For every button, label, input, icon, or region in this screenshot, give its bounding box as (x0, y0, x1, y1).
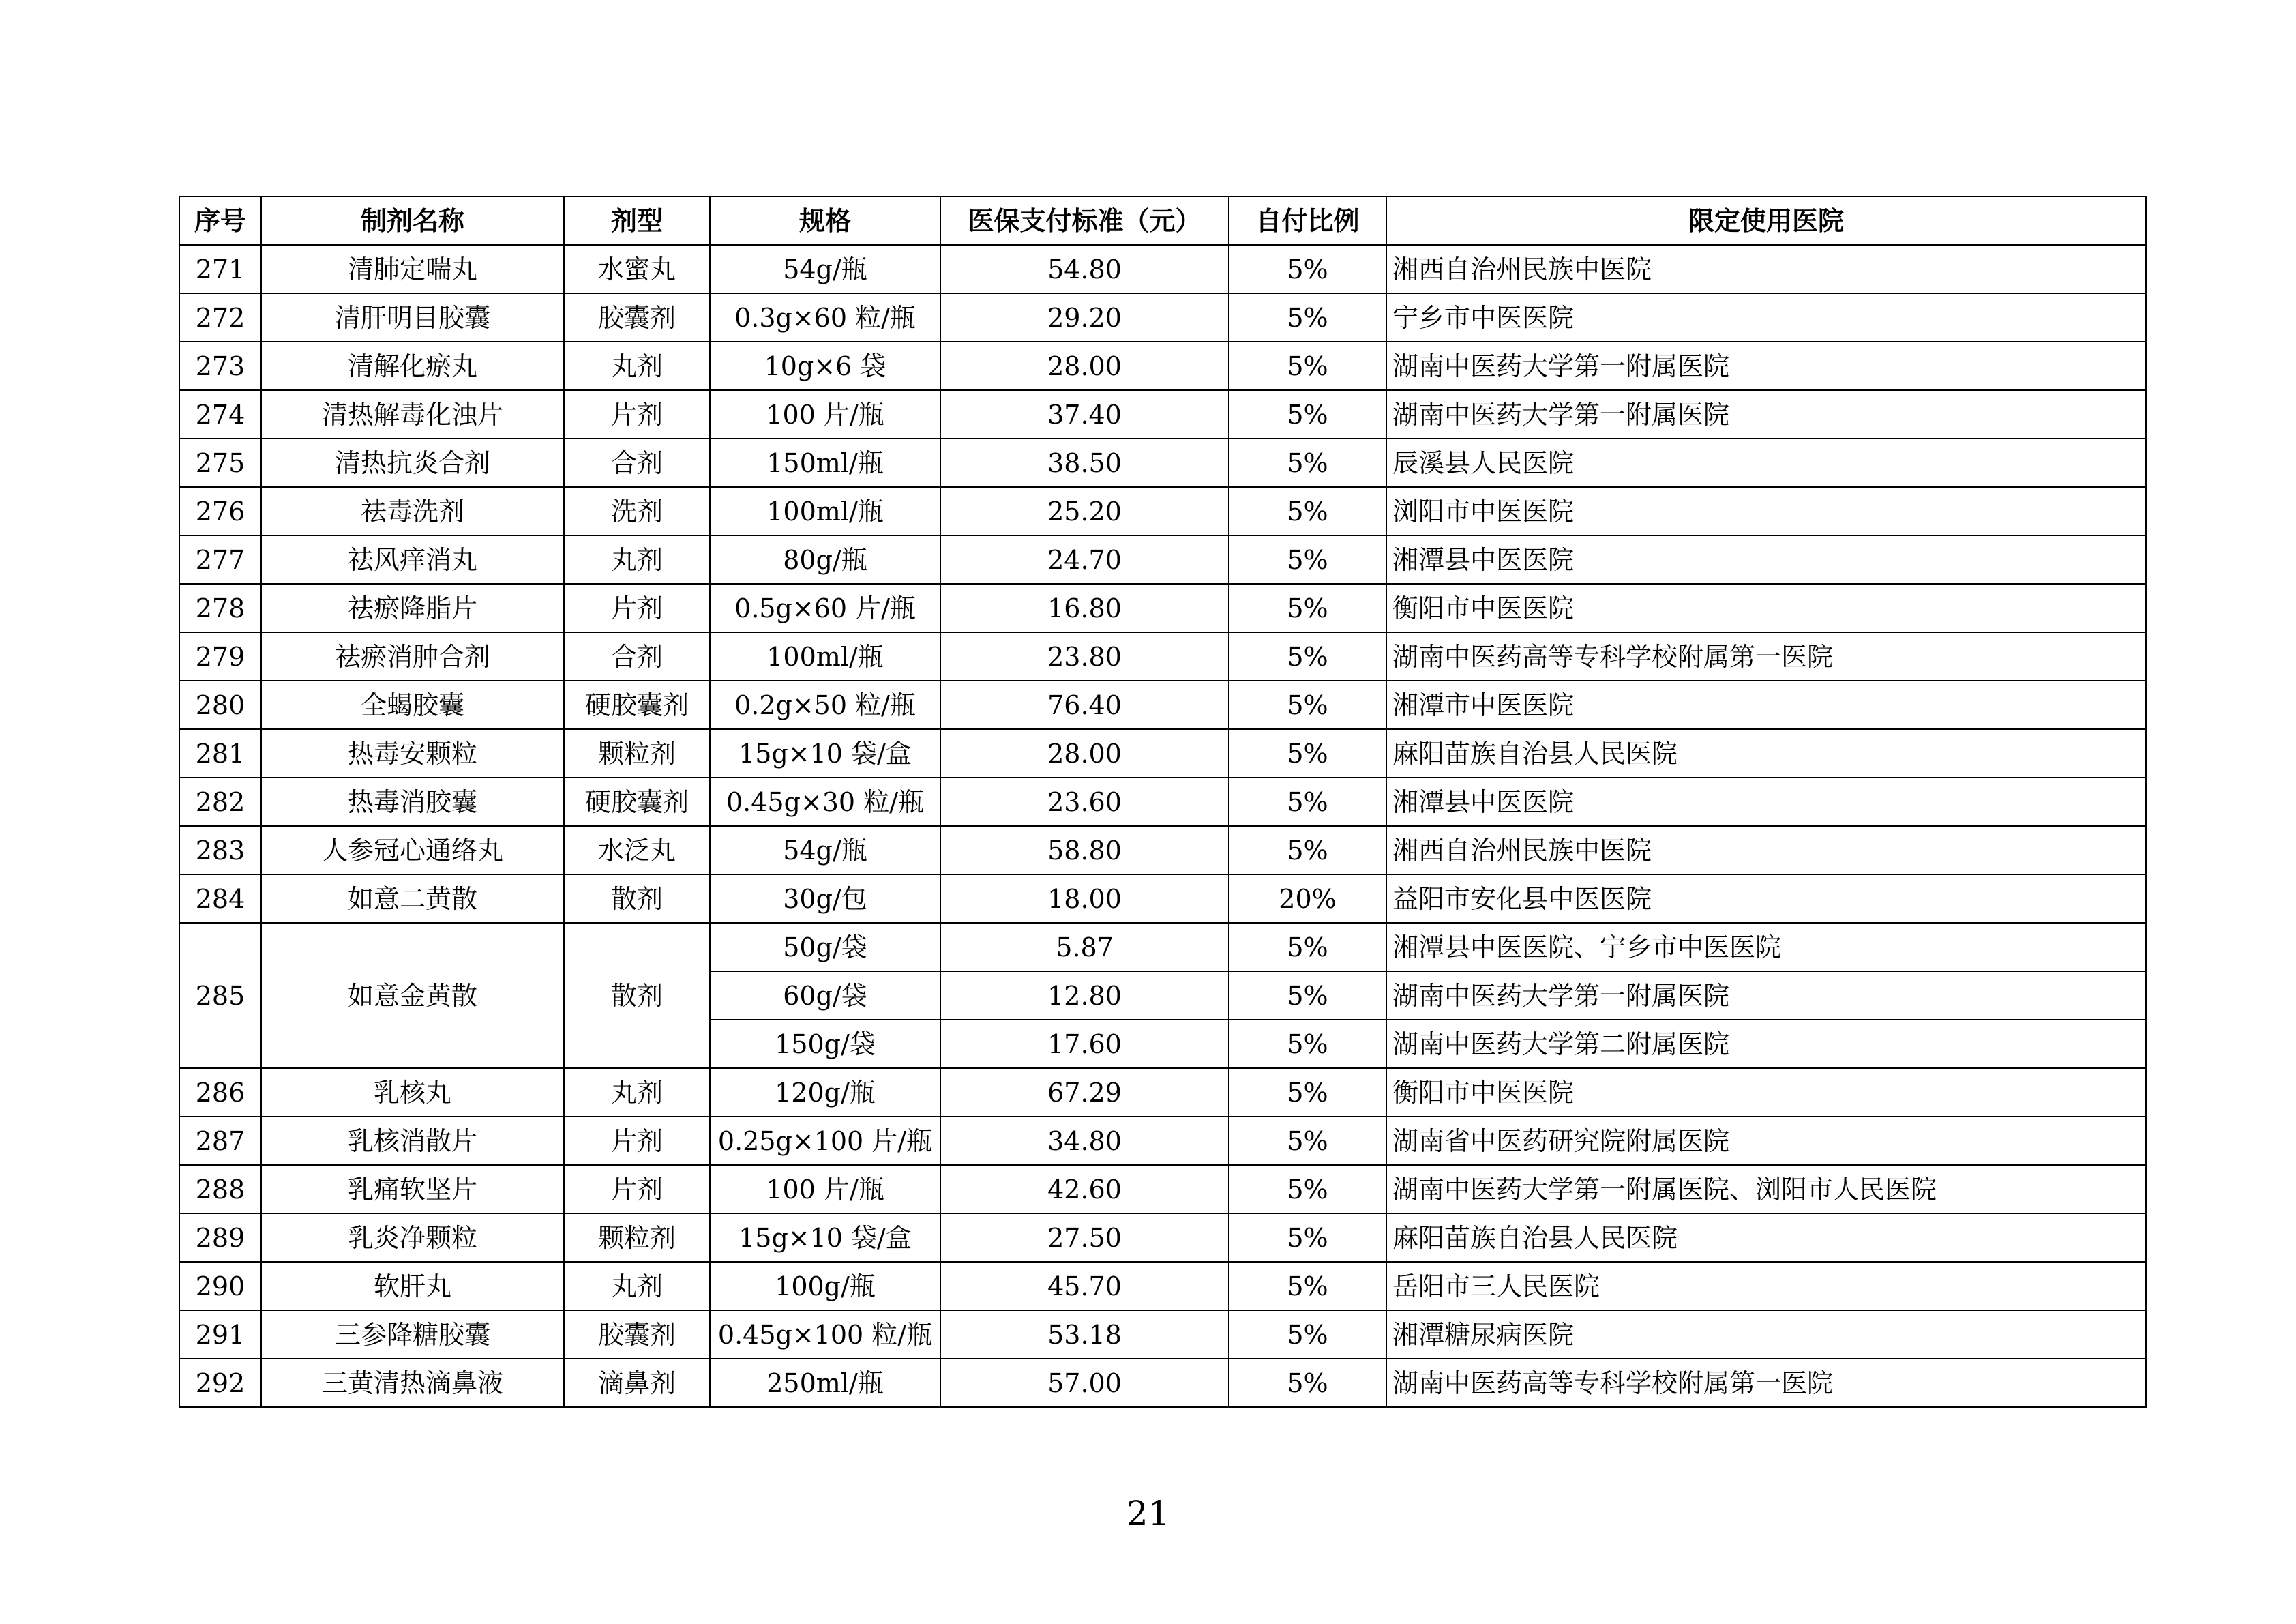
table-row (179, 729, 2146, 778)
cell-price: 24.70 (940, 535, 1229, 584)
cell-hospital: 浏阳市中医医院 (1386, 487, 2146, 535)
cell-ratio: 5% (1229, 632, 1386, 681)
cell-price: 57.00 (940, 1359, 1229, 1407)
cell-price: 23.80 (940, 632, 1229, 681)
cell-form: 硬胶囊剂 (564, 778, 710, 826)
cell-price: 5.87 (940, 923, 1229, 971)
cell-ratio: 5% (1229, 390, 1386, 439)
cell-form: 片剂 (564, 390, 710, 439)
cell-no: 289 (179, 1213, 261, 1262)
header-name: 制剂名称 (261, 196, 564, 245)
cell-name: 三参降糖胶囊 (261, 1310, 564, 1359)
cell-name: 三黄清热滴鼻液 (261, 1359, 564, 1407)
cell-no: 273 (179, 342, 261, 390)
cell-ratio: 5% (1229, 1213, 1386, 1262)
cell-spec: 15g×10 袋/盒 (710, 729, 940, 778)
cell-ratio: 5% (1229, 1359, 1386, 1407)
cell-spec: 0.25g×100 片/瓶 (710, 1117, 940, 1165)
cell-form: 合剂 (564, 632, 710, 681)
cell-form: 颗粒剂 (564, 1213, 710, 1262)
cell-spec: 0.45g×30 粒/瓶 (710, 778, 940, 826)
cell-ratio: 5% (1229, 1020, 1386, 1068)
cell-price: 17.60 (940, 1020, 1229, 1068)
cell-price: 67.29 (940, 1068, 1229, 1117)
cell-form: 丸剂 (564, 342, 710, 390)
cell-name: 乳核丸 (261, 1068, 564, 1117)
cell-form: 散剂 (564, 923, 710, 1068)
cell-no: 277 (179, 535, 261, 584)
table-row (179, 390, 2146, 439)
table-row (179, 1262, 2146, 1310)
cell-name: 祛毒洗剂 (261, 487, 564, 535)
cell-no: 281 (179, 729, 261, 778)
cell-form: 颗粒剂 (564, 729, 710, 778)
cell-name: 乳痛软坚片 (261, 1165, 564, 1213)
cell-hospital: 益阳市安化县中医医院 (1386, 874, 2146, 923)
cell-hospital: 麻阳苗族自治县人民医院 (1386, 729, 2146, 778)
cell-no: 291 (179, 1310, 261, 1359)
cell-price: 12.80 (940, 971, 1229, 1020)
cell-price: 28.00 (940, 342, 1229, 390)
cell-ratio: 5% (1229, 487, 1386, 535)
cell-spec: 50g/袋 (710, 923, 940, 971)
cell-spec: 0.5g×60 片/瓶 (710, 584, 940, 632)
cell-price: 27.50 (940, 1213, 1229, 1262)
table-row (179, 681, 2146, 729)
cell-price: 42.60 (940, 1165, 1229, 1213)
cell-no: 274 (179, 390, 261, 439)
cell-hospital: 湘潭市中医医院 (1386, 681, 2146, 729)
cell-price: 76.40 (940, 681, 1229, 729)
cell-price: 45.70 (940, 1262, 1229, 1310)
cell-ratio: 5% (1229, 923, 1386, 971)
cell-hospital: 湖南中医药高等专科学校附属第一医院 (1386, 1359, 2146, 1407)
cell-name: 热毒安颗粒 (261, 729, 564, 778)
cell-no: 278 (179, 584, 261, 632)
page-number: 21 (1126, 1494, 1170, 1533)
cell-no: 284 (179, 874, 261, 923)
cell-name: 祛风痒消丸 (261, 535, 564, 584)
cell-form: 水泛丸 (564, 826, 710, 874)
cell-name: 全蝎胶囊 (261, 681, 564, 729)
cell-spec: 100ml/瓶 (710, 487, 940, 535)
table-row (179, 584, 2146, 632)
cell-price: 53.18 (940, 1310, 1229, 1359)
cell-price: 34.80 (940, 1117, 1229, 1165)
table-header-row (179, 196, 2146, 245)
cell-spec: 100 片/瓶 (710, 1165, 940, 1213)
cell-name: 清解化瘀丸 (261, 342, 564, 390)
cell-spec: 80g/瓶 (710, 535, 940, 584)
table-row (179, 1165, 2146, 1213)
cell-spec: 100ml/瓶 (710, 632, 940, 681)
table-row (179, 439, 2146, 487)
cell-ratio: 5% (1229, 1165, 1386, 1213)
cell-form: 滴鼻剂 (564, 1359, 710, 1407)
cell-no: 282 (179, 778, 261, 826)
cell-no: 288 (179, 1165, 261, 1213)
cell-ratio: 5% (1229, 729, 1386, 778)
cell-name: 清肺定喘丸 (261, 245, 564, 293)
cell-spec: 120g/瓶 (710, 1068, 940, 1117)
cell-form: 片剂 (564, 584, 710, 632)
cell-ratio: 5% (1229, 778, 1386, 826)
cell-name: 如意二黄散 (261, 874, 564, 923)
header-spec: 规格 (710, 196, 940, 245)
cell-spec: 0.45g×100 粒/瓶 (710, 1310, 940, 1359)
cell-spec: 250ml/瓶 (710, 1359, 940, 1407)
cell-no: 290 (179, 1262, 261, 1310)
cell-hospital: 湖南中医药大学第一附属医院 (1386, 971, 2146, 1020)
cell-name: 祛瘀降脂片 (261, 584, 564, 632)
cell-hospital: 湖南中医药大学第二附属医院 (1386, 1020, 2146, 1068)
cell-name: 清肝明目胶囊 (261, 293, 564, 342)
cell-name: 祛瘀消肿合剂 (261, 632, 564, 681)
cell-form: 胶囊剂 (564, 1310, 710, 1359)
cell-spec: 0.3g×60 粒/瓶 (710, 293, 940, 342)
table-row (179, 632, 2146, 681)
cell-spec: 150ml/瓶 (710, 439, 940, 487)
cell-name: 热毒消胶囊 (261, 778, 564, 826)
cell-spec: 0.2g×50 粒/瓶 (710, 681, 940, 729)
header-price: 医保支付标准（元） (940, 196, 1229, 245)
cell-hospital: 麻阳苗族自治县人民医院 (1386, 1213, 2146, 1262)
table-row (179, 1068, 2146, 1117)
header-hospital: 限定使用医院 (1386, 196, 2146, 245)
header-form: 剂型 (564, 196, 710, 245)
table-row (179, 293, 2146, 342)
table-row (179, 1117, 2146, 1165)
cell-price: 18.00 (940, 874, 1229, 923)
table-row (179, 923, 2146, 971)
cell-hospital: 宁乡市中医医院 (1386, 293, 2146, 342)
cell-hospital: 湘潭糖尿病医院 (1386, 1310, 2146, 1359)
cell-price: 54.80 (940, 245, 1229, 293)
cell-spec: 30g/包 (710, 874, 940, 923)
cell-price: 58.80 (940, 826, 1229, 874)
cell-price: 25.20 (940, 487, 1229, 535)
cell-price: 16.80 (940, 584, 1229, 632)
cell-no: 285 (179, 923, 261, 1068)
cell-ratio: 5% (1229, 245, 1386, 293)
cell-hospital: 湘西自治州民族中医院 (1386, 826, 2146, 874)
cell-ratio: 5% (1229, 1117, 1386, 1165)
table-row (179, 1359, 2146, 1407)
cell-ratio: 5% (1229, 681, 1386, 729)
cell-ratio: 5% (1229, 1262, 1386, 1310)
table-row (179, 778, 2146, 826)
cell-hospital: 辰溪县人民医院 (1386, 439, 2146, 487)
cell-no: 292 (179, 1359, 261, 1407)
cell-ratio: 5% (1229, 584, 1386, 632)
cell-ratio: 5% (1229, 342, 1386, 390)
cell-form: 丸剂 (564, 535, 710, 584)
cell-hospital: 衡阳市中医医院 (1386, 1068, 2146, 1117)
cell-ratio: 5% (1229, 1068, 1386, 1117)
cell-name: 软肝丸 (261, 1262, 564, 1310)
cell-form: 丸剂 (564, 1068, 710, 1117)
header-no: 序号 (179, 196, 261, 245)
drug-list-table (179, 196, 2147, 1408)
cell-form: 硬胶囊剂 (564, 681, 710, 729)
cell-name: 清热解毒化浊片 (261, 390, 564, 439)
cell-price: 29.20 (940, 293, 1229, 342)
cell-no: 271 (179, 245, 261, 293)
cell-no: 276 (179, 487, 261, 535)
cell-name: 人参冠心通络丸 (261, 826, 564, 874)
cell-hospital: 湘潭县中医医院、宁乡市中医医院 (1386, 923, 2146, 971)
cell-hospital: 湘潭县中医医院 (1386, 778, 2146, 826)
cell-no: 275 (179, 439, 261, 487)
table-row (179, 535, 2146, 584)
cell-spec: 54g/瓶 (710, 245, 940, 293)
cell-hospital: 湘西自治州民族中医院 (1386, 245, 2146, 293)
cell-ratio: 5% (1229, 1310, 1386, 1359)
cell-price: 23.60 (940, 778, 1229, 826)
table-row (179, 826, 2146, 874)
cell-form: 片剂 (564, 1165, 710, 1213)
cell-hospital: 湘潭县中医医院 (1386, 535, 2146, 584)
cell-form: 水蜜丸 (564, 245, 710, 293)
cell-hospital: 湖南中医药大学第一附属医院 (1386, 342, 2146, 390)
cell-no: 279 (179, 632, 261, 681)
cell-no: 286 (179, 1068, 261, 1117)
cell-form: 洗剂 (564, 487, 710, 535)
cell-hospital: 岳阳市三人民医院 (1386, 1262, 2146, 1310)
cell-form: 胶囊剂 (564, 293, 710, 342)
cell-ratio: 20% (1229, 874, 1386, 923)
cell-spec: 15g×10 袋/盒 (710, 1213, 940, 1262)
cell-form: 丸剂 (564, 1262, 710, 1310)
cell-no: 280 (179, 681, 261, 729)
cell-name: 乳炎净颗粒 (261, 1213, 564, 1262)
cell-spec: 100 片/瓶 (710, 390, 940, 439)
table-row (179, 874, 2146, 923)
cell-ratio: 5% (1229, 826, 1386, 874)
cell-hospital: 湖南省中医药研究院附属医院 (1386, 1117, 2146, 1165)
table-row (179, 342, 2146, 390)
table-row (179, 487, 2146, 535)
cell-hospital: 湖南中医药大学第一附属医院 (1386, 390, 2146, 439)
table-row (179, 245, 2146, 293)
cell-name: 乳核消散片 (261, 1117, 564, 1165)
cell-spec: 10g×6 袋 (710, 342, 940, 390)
table-row (179, 1310, 2146, 1359)
table-row (179, 1213, 2146, 1262)
cell-spec: 100g/瓶 (710, 1262, 940, 1310)
cell-price: 28.00 (940, 729, 1229, 778)
cell-price: 38.50 (940, 439, 1229, 487)
cell-ratio: 5% (1229, 439, 1386, 487)
cell-spec: 150g/袋 (710, 1020, 940, 1068)
cell-name: 如意金黄散 (261, 923, 564, 1068)
header-ratio: 自付比例 (1229, 196, 1386, 245)
cell-form: 片剂 (564, 1117, 710, 1165)
cell-hospital: 湖南中医药大学第一附属医院、浏阳市人民医院 (1386, 1165, 2146, 1213)
cell-hospital: 衡阳市中医医院 (1386, 584, 2146, 632)
cell-no: 283 (179, 826, 261, 874)
cell-spec: 54g/瓶 (710, 826, 940, 874)
cell-price: 37.40 (940, 390, 1229, 439)
cell-no: 272 (179, 293, 261, 342)
cell-form: 合剂 (564, 439, 710, 487)
cell-hospital: 湖南中医药高等专科学校附属第一医院 (1386, 632, 2146, 681)
cell-name: 清热抗炎合剂 (261, 439, 564, 487)
cell-spec: 60g/袋 (710, 971, 940, 1020)
cell-no: 287 (179, 1117, 261, 1165)
cell-ratio: 5% (1229, 971, 1386, 1020)
cell-ratio: 5% (1229, 293, 1386, 342)
cell-ratio: 5% (1229, 535, 1386, 584)
cell-form: 散剂 (564, 874, 710, 923)
